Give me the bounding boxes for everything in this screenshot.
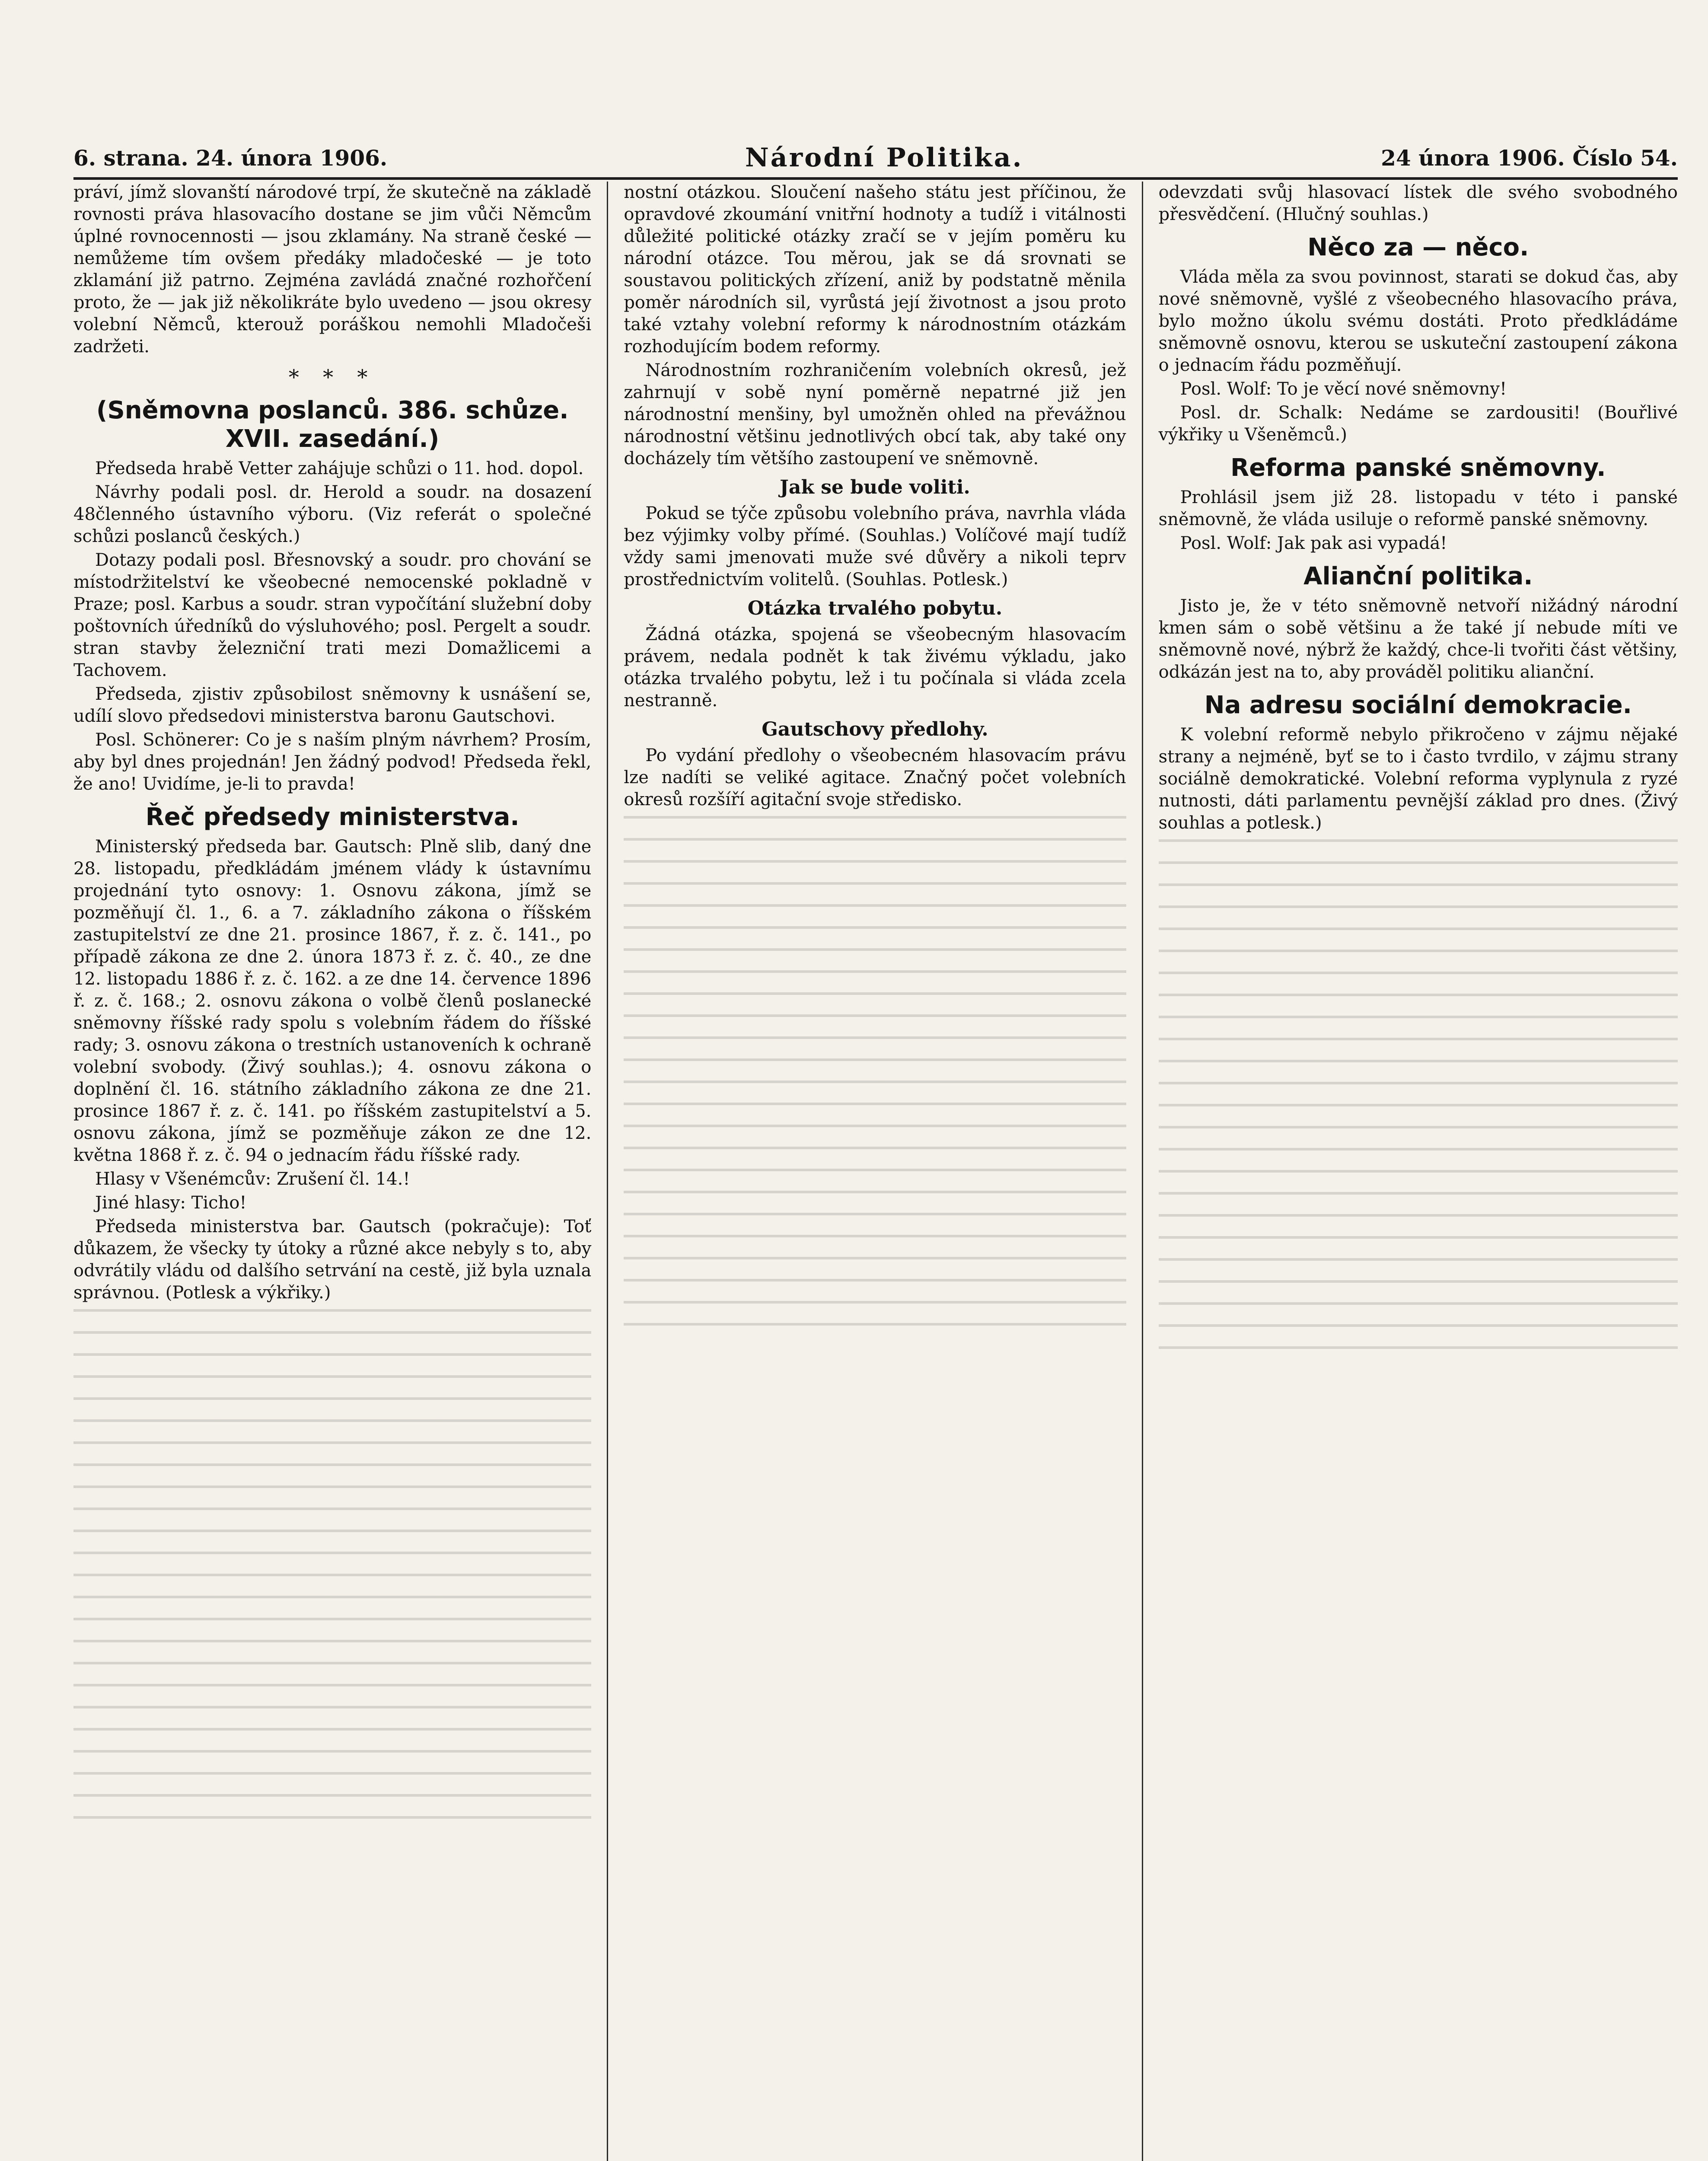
page-header <box>73 143 1678 173</box>
section-heading-residence: Otázka trvalého pobytu. <box>747 597 1003 619</box>
paragraph: Hlasy v Všenémcův: Zrušení čl. 14.! <box>95 1169 410 1189</box>
section-heading-proposals: Gautschovy předlohy. <box>762 718 988 740</box>
paragraph: Vláda měla za svou povinnost, starati se dokud čas, aby nové sněmovně, vyšlé z všeobecného hlasovacího práva, bylo možno úkolu svému dostáti. Proto předkládáme sněmovně osnovu, kterou se uskuteční zastoupení zákona o jednacím řádu pozměňují. <box>1158 267 1678 375</box>
paragraph: odevzdati svůj hlasovací lístek dle svého svobodného přesvědčení. (Hlučný souhlas.) <box>1158 182 1678 224</box>
paragraph: Jiné hlasy: Ticho! <box>95 1193 247 1213</box>
header-rule <box>73 177 1678 180</box>
section-separator: * * * <box>288 365 376 389</box>
paragraph: Posl. dr. Schalk: Nedáme se zardousiti! (Bouřlivé výkřiky u Všeněmců.) <box>1158 403 1678 445</box>
paragraph: Předseda ministerstva bar. Gautsch (pokračuje): Toť důkazem, že všecky ty útoky a různé akce nebyly s to, aby odvrátily vládu od dalšího setrvání na cestě, již byla uznala správnou. (Potlesk a výkřiky.) <box>73 1217 592 1303</box>
section-heading-something: Něco za — něco. <box>1307 233 1529 261</box>
masthead-title: Národní Politika. <box>745 143 1023 173</box>
article-columns <box>73 182 1678 2161</box>
paragraph: Předseda, zjistiv způsobilost sněmovny k usnášení se, udílí slovo předsedovi ministerstva baronu Gautschovi. <box>73 684 592 726</box>
paragraph: Ministerský předseda bar. Gautsch: Plně slib, daný dne 28. listopadu, předkládám jménem vlády k ústavnímu projednání tyto osnovy: 1. Osnovu zákona, jímž se pozměňují čl. 1., 6. a 7. základního zákona o říšském zastupitelství ze dne 21. prosince 1867, ř. z. č. 141., po případě zákona ze dne 2. února 1873 ř. z. č. 40., ze dne 12. listopadu 1886 ř. z. č. 162. a ze dne 14. července 1896 ř. z. č. 168.; 2. osnovu zákona o volbě členů poslanecké sněmovny říšské rady spolu s volebním řádem do říšské rady; 3. osnovu zákona o trestních ustanoveních k ochraně volební svobody. (Živý souhlas.); 4. osnovu zákona o doplnění čl. 16. státního základního zákona ze dne 21. prosince 1867 ř. z. č. 141. po říšském zastupitelství a 5. osnovu zákona, jímž se pozměňuje zákon ze dne 12. května 1868 ř. z. č. 94 o jednacím řádu říšské rady. <box>73 837 592 1165</box>
paragraph: Posl. Wolf: To je věcí nové sněmovny! <box>1180 379 1507 399</box>
header-issue-number: 24 února 1906. Číslo 54. <box>1381 145 1678 171</box>
paragraph: Posl. Schönerer: Co je s naším plným návrhem? Prosím, aby byl dnes projednán! Jen žádný podvod! Předseda řekl, že ano! Uvidíme, je-li to pravda! <box>73 730 592 794</box>
section-heading-social: Na adresu sociální demokracie. <box>1204 691 1632 719</box>
paragraph: Pokud se týče způsobu volebního práva, navrhla vláda bez výjimky volby přímé. (Souhlas.) Volíčové mají tudíž vždy sami jmenovati muže své důvěry a nikoli teprv prostřednictvím volitelů. (Souhlas. Potlesk.) <box>624 504 1126 590</box>
paragraph: nostní otázkou. Sloučení našeho státu jest příčinou, že opravdové zkoumání vnitřní hodnoty a tudíž i vitálnosti důležité politické otázky zračí se v jejím poměru ku národní otázce. Tou měrou, jak se dá srovnati se soustavou politických zřízení, aniž by podstatně měnila poměr národních sil, vyrůstá její životnost a jsou proto také vztahy volební reformy k národnostním otázkám rozhodujícím bodem reformy. <box>624 182 1126 357</box>
section-heading-speech: Řeč předsedy ministerstva. <box>145 803 519 831</box>
text-continuation <box>1159 839 1678 1358</box>
paragraph: Po vydání předlohy o všeobecném hlasovacím právu lze nadíti se veliké agitace. Značný počet volebních okresů rozšíří agitační svoje středisko. <box>624 746 1126 810</box>
paragraph: práví, jímž slovanští národové trpí, že skutečně na základě rovnosti práva hlasovacího dostane se jim vůči Němcům úplné rovnocennosti — jsou zklamány. Na straně české — nemůžeme tím ovšem předáky mladočeské — je toto zklamání již patrno. Zejména zavládá značné rozhořčení proto, že — jak již několikráte bylo uvedeno — jsou okresy volební Němců, kterouž poráškou nemohli Mladočeši zadržeti. <box>73 182 592 357</box>
section-heading-alliance: Alianční politika. <box>1303 562 1533 590</box>
column-3 <box>1143 182 1678 2161</box>
column-1 <box>73 182 608 2161</box>
column-2 <box>608 182 1143 2161</box>
paragraph: K volební reformě nebylo přikročeno v zájmu nějaké strany a nejméně, byť se to i často tvrdilo, v zájmu strany sociálně demokratické. Volební reforma vyplynula z ryzé nutnosti, dáti parlamentu pevnější základ pro dnes. (Živý souhlas a potlesk.) <box>1158 725 1678 833</box>
paragraph: Dotazy podali posl. Břesnovský a soudr. pro chování se místodržitelství ke všeobecné nemocenské pokladně v Praze; posl. Karbus a soudr. stran vypočítání služební doby poštovních úředníků do výsluhového; posl. Pergelt a soudr. stran stavby železniční trati mezi Domažlicemi a Tachovem. <box>73 550 592 680</box>
text-continuation <box>73 1309 591 1828</box>
paragraph: Posl. Wolf: Jak pak asi vypadá! <box>1180 533 1447 553</box>
header-page-date: 6. strana. 24. února 1906. <box>73 145 388 171</box>
paragraph: Žádná otázka, spojená se všeobecným hlasovacím právem, nedala podnět k tak živému výkladu, jako otázka trvalého pobytu, lež i tu počínala si vláda zcela nestranně. <box>624 625 1126 711</box>
paragraph: Prohlásil jsem již 28. listopadu v této i panské sněmovně, že vláda usiluje o reformě panské sněmovny. <box>1158 488 1678 529</box>
section-heading-how-vote: Jak se bude voliti. <box>780 476 970 498</box>
paragraph: Jisto je, že v této sněmovně netvoří nižádný národní kmen sám o sobě většinu a že také jí nebude míti ve sněmovně nové, nýbrž že každý, chce-li tvořiti část většiny, odkázán jest na to, aby prováděl politiku alianční. <box>1158 596 1678 682</box>
section-heading-reform: Reforma panské sněmovny. <box>1230 454 1606 482</box>
paragraph: Národnostním rozhraničením volebních okresů, jež zahrnují v sobě nyní poměrně nepatrné již jen národnostní menšiny, byl umožněn ohled na převážnou národnostní většinu jednotlivých obcí tak, aby také ony docházely tím většího zastoupení ve sněmovně. <box>624 360 1126 469</box>
section-heading-sitting: (Sněmovna poslanců. 386. schůze. XVII. zasedání.) <box>96 396 569 453</box>
paragraph: Návrhy podali posl. dr. Herold a soudr. na dosazení 48členného ústavního výboru. (Viz referát o společné schůzi poslanců českých.) <box>73 482 592 546</box>
paragraph: Předseda hrabě Vetter zahájuje schůzi o 11. hod. dopol. <box>95 459 584 478</box>
text-continuation <box>624 816 1126 1335</box>
